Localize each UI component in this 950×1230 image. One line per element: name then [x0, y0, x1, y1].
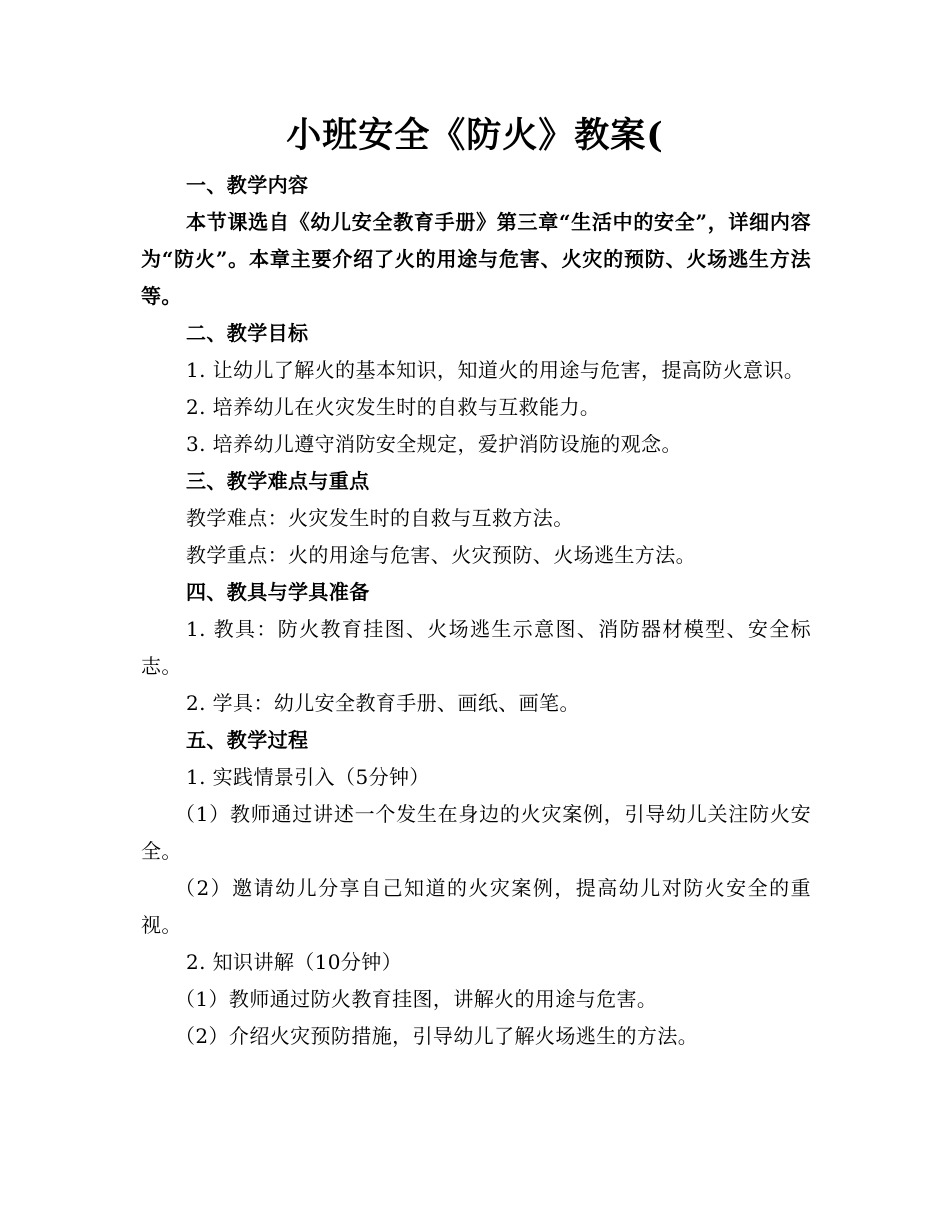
- difficulty-text: 教学难点：火灾发生时的自救与互救方法。: [186, 506, 574, 530]
- process-step-title: 1. 实践情景引入（5分钟）: [186, 765, 430, 789]
- material-item: 1. 教具：防火教育挂图、火场逃生示意图、消防器材模型、安全标志。: [141, 617, 811, 678]
- section-heading-process: 五、教学过程: [186, 728, 309, 752]
- document-body: [141, 167, 811, 1055]
- focus-text: 教学重点：火的用途与危害、火灾预防、火场逃生方法。: [186, 543, 696, 567]
- section-heading-content: 一、教学内容: [186, 173, 309, 197]
- goal-item: 2. 培养幼儿在火灾发生时的自救与互救能力。: [186, 395, 601, 419]
- goal-item: 1. 让幼儿了解火的基本知识，知道火的用途与危害，提高防火意识。: [186, 358, 805, 382]
- material-item: 2. 学具：幼儿安全教育手册、画纸、画笔。: [186, 691, 580, 715]
- document-title: 小班安全《防火》教案(: [286, 115, 664, 156]
- section-heading-materials: 四、教具与学具准备: [186, 580, 370, 604]
- content-paragraph: 本节课选自《幼儿安全教育手册》第三章“生活中的安全”，详细内容为“防火”。本章主要介绍了火的用途与危害、火灾的预防、火场逃生方法等。: [141, 210, 811, 308]
- section-heading-difficulty-focus: 三、教学难点与重点: [186, 469, 370, 493]
- goal-item: 3. 培养幼儿遵守消防安全规定，爱护消防设施的观念。: [186, 432, 682, 456]
- process-step-item: （2）邀请幼儿分享自己知道的火灾案例，提高幼儿对防火安全的重视。: [141, 876, 811, 937]
- section-heading-goals: 二、教学目标: [186, 321, 309, 345]
- process-step-item: （2）介绍火灾预防措施，引导幼儿了解火场逃生的方法。: [175, 1024, 699, 1048]
- process-step-item: （1）教师通过讲述一个发生在身边的火灾案例，引导幼儿关注防火安全。: [141, 802, 811, 863]
- process-step-item: （1）教师通过防火教育挂图，讲解火的用途与危害。: [175, 987, 658, 1011]
- process-step-title: 2. 知识讲解（10分钟）: [186, 950, 403, 974]
